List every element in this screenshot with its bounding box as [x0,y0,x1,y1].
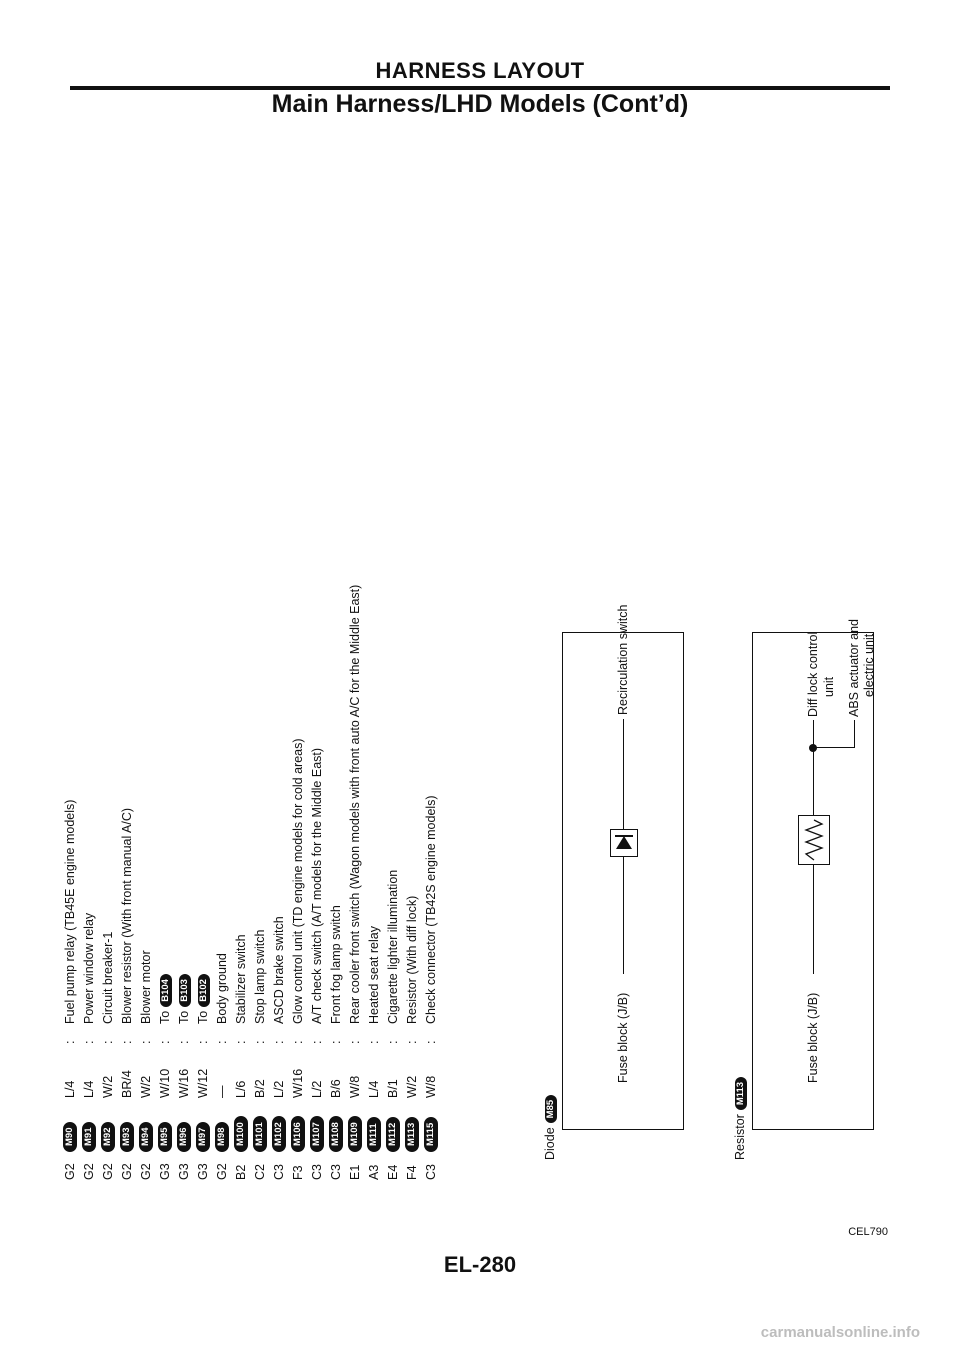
connector-badge: M111 [367,1117,381,1152]
connector-badge: M95 [158,1122,172,1152]
grid-reference: F3 [291,1165,305,1180]
ref-connector-badge: B103 [179,974,191,1007]
colon-separator: : [234,1040,248,1044]
resistor-wire-right [813,748,814,816]
connector-description [402,896,422,1024]
description-text: Heated seat relay [367,926,381,1024]
diode-title: Diode [543,1127,557,1160]
wire-spec: L/2 [272,1080,286,1098]
connector-badge: M94 [139,1122,153,1152]
description-text: Fuel pump relay (TB45E engine models) [63,799,77,1024]
description-text: To [177,1010,191,1024]
grid-reference: C3 [272,1164,286,1180]
abs-label-line2: electric unit [862,633,876,697]
colon-separator: : [291,1040,305,1044]
connector-badge: M96 [177,1122,191,1152]
wire-spec: L/4 [63,1080,77,1098]
connector-badge: M92 [101,1122,115,1152]
description-text: Stop lamp switch [253,929,267,1024]
grid-reference: G2 [82,1163,96,1180]
colon-separator: : [196,1040,210,1044]
grid-reference: C3 [329,1164,343,1180]
wire-spec: L/4 [82,1080,96,1098]
colon-separator: : [82,1040,96,1044]
resistor-wire-diff [813,720,814,748]
description-text: Check connector (TB42S engine models) [424,795,438,1024]
connector-description [288,738,308,1024]
wire-spec: — [215,1085,229,1098]
grid-reference: G3 [158,1163,172,1180]
connector-badge: M113 [405,1117,419,1152]
page-number: EL-280 [443,1252,517,1277]
grid-reference: G3 [196,1163,210,1180]
connector-description [155,974,175,1024]
colon-separator: : [424,1040,438,1044]
wire-spec: L/4 [367,1080,381,1098]
colon-separator: : [367,1040,381,1044]
colon-separator: : [139,1040,153,1044]
grid-reference: E1 [348,1164,362,1180]
description-text: Circuit breaker-1 [101,931,115,1024]
wire-spec: W/8 [348,1075,362,1098]
description-text: A/T check switch (A/T models for the Middle East) [310,747,324,1024]
description-text: ASCD brake switch [272,916,286,1024]
resistor-wire-abs [854,720,855,748]
resistor-wire-left [813,864,814,974]
colon-separator: : [310,1040,324,1044]
wire-spec: W/2 [139,1075,153,1098]
grid-reference: A3 [367,1164,381,1180]
connector-description [117,808,137,1024]
diff-lock-label-line1: Diff lock control [806,631,820,717]
grid-reference: B2 [234,1164,248,1180]
connector-badge: M91 [82,1122,96,1152]
connector-description [60,800,80,1024]
diode-wire-right [623,719,624,829]
colon-separator: : [348,1040,362,1044]
description-text: Front fog lamp switch [329,905,343,1024]
connector-description [193,974,213,1024]
colon-separator: : [272,1040,286,1044]
wire-spec: L/6 [234,1080,248,1098]
description-text: Resistor (With diff lock) [405,895,419,1024]
description-text: To [196,1010,210,1024]
wire-spec: W/16 [291,1068,305,1098]
wire-spec: W/12 [196,1068,210,1098]
description-text: Body ground [215,953,229,1024]
diode-box [562,604,684,1130]
connector-description [269,916,289,1024]
connector-description [383,870,403,1024]
colon-separator: : [253,1040,267,1044]
resistor-box [752,619,876,1130]
grid-reference: C3 [310,1164,324,1180]
connector-badge: M106 [291,1116,305,1152]
connector-description [98,932,118,1024]
grid-reference: G2 [139,1163,153,1180]
abs-label-line1: ABS actuator and [847,619,861,717]
grid-reference: F4 [405,1165,419,1180]
wire-spec: L/2 [310,1080,324,1098]
colon-separator: : [63,1040,77,1044]
diode-wire-left [623,856,624,974]
connector-badge: M102 [272,1116,286,1152]
connector-description [345,585,365,1024]
resistor-caption [732,1077,748,1160]
diode-caption [542,1095,558,1160]
ref-connector-badge: B104 [160,974,172,1007]
section-title: HARNESS LAYOUT [375,58,585,83]
colon-separator: : [101,1040,115,1044]
colon-separator: : [405,1040,419,1044]
connector-badge: M108 [329,1116,343,1152]
connector-description [231,934,251,1024]
connector-description [174,974,194,1024]
wire-spec: W/2 [405,1075,419,1098]
connector-description [364,926,384,1024]
diode-recirculation-switch-label: Recirculation switch [616,604,630,715]
connector-description [212,953,232,1024]
resistor-connector-badge: M113 [735,1077,747,1110]
colon-separator: : [215,1040,229,1044]
connector-badge: M98 [215,1122,229,1152]
connector-description [79,913,99,1024]
wire-spec: W/16 [177,1068,191,1098]
grid-reference: G3 [177,1163,191,1180]
colon-separator: : [177,1040,191,1044]
grid-reference: C2 [253,1164,267,1180]
colon-separator: : [120,1040,134,1044]
connector-badge: M93 [120,1122,134,1152]
resistor-fuse-block-label: Fuse block (J/B) [806,992,820,1083]
diode-fuse-block-label: Fuse block (J/B) [616,992,630,1083]
grid-reference: G2 [101,1163,115,1180]
grid-reference: G2 [215,1163,229,1180]
description-text: Cigarette lighter illumination [386,869,400,1024]
diode-symbol-icon [610,829,638,857]
connector-badge: M107 [310,1116,324,1152]
ref-connector-badge: B102 [198,974,210,1007]
resistor-symbol-icon [798,815,830,865]
grid-reference: G2 [120,1163,134,1180]
connector-description [136,950,156,1024]
connector-badge: M115 [424,1117,438,1152]
connector-description [421,795,441,1024]
description-text: Blower resistor (With front manual A/C) [120,807,134,1024]
description-text: Stabilizer switch [234,934,248,1024]
connector-description [250,930,270,1024]
grid-reference: C3 [424,1164,438,1180]
grid-reference: G2 [63,1163,77,1180]
figure-code: CEL790 [848,1226,888,1238]
wire-spec: BR/4 [120,1070,134,1098]
description-text: Glow control unit (TD engine models for cold areas) [291,738,305,1024]
description-text: Rear cooler front switch (Wagon models with front auto A/C for the Middle East) [348,584,362,1024]
colon-separator: : [386,1040,400,1044]
description-text: Blower motor [139,950,153,1024]
connector-description [326,905,346,1024]
description-text: To [158,1010,172,1024]
wire-spec: B/2 [253,1079,267,1098]
wire-spec: B/1 [386,1079,400,1098]
watermark: carmanualsonline.info [760,1324,920,1341]
colon-separator: : [158,1040,172,1044]
connector-description [307,748,327,1024]
section-subtitle: Main Harness/LHD Models (Cont’d) [271,90,689,118]
description-text: Power window relay [82,912,96,1024]
wire-spec: B/6 [329,1079,343,1098]
grid-reference: E4 [386,1164,400,1180]
diff-lock-label-line2: unit [822,676,836,697]
wire-spec: W/8 [424,1075,438,1098]
resistor-title: Resistor [733,1114,747,1160]
wire-spec: W/10 [158,1068,172,1098]
connector-badge: M109 [348,1116,362,1152]
colon-separator: : [329,1040,343,1044]
connector-badge: M100 [234,1116,248,1152]
diode-connector-badge: M85 [545,1095,557,1123]
connector-badge: M97 [196,1122,210,1152]
connector-badge: M112 [386,1117,400,1152]
connector-badge: M90 [63,1122,77,1152]
connector-badge: M101 [253,1116,267,1152]
resistor-branch-wire [813,747,855,748]
rotated-figure [60,80,910,1180]
wire-spec: W/2 [101,1075,115,1098]
